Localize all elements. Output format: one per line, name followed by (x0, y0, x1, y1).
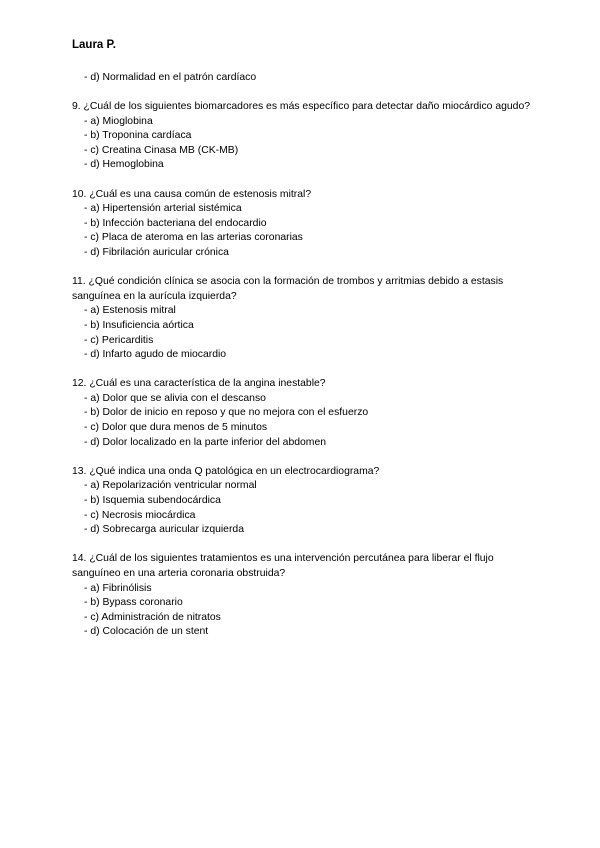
option-a: - a) Estenosis mitral (84, 305, 176, 317)
option-a: - a) Mioglobina (84, 115, 153, 127)
question-text: 10. ¿Cuál es una causa común de estenosis mitral? (72, 188, 312, 200)
option-d: - d) Colocación de un stent (84, 626, 209, 638)
option-d: - d) Infarto agudo de miocardio (84, 349, 227, 361)
option-a: - a) Dolor que se alivia con el descanso (84, 392, 266, 404)
question-12 (72, 377, 542, 450)
option-a: - a) Fibrinólisis (84, 582, 152, 594)
option-b: - b) Troponina cardíaca (84, 130, 192, 142)
option-d: - d) Dolor localizado en la parte inferior del abdomen (84, 436, 327, 448)
option-c: - c) Necrosis miocárdica (84, 509, 196, 521)
option-a: - a) Repolarización ventricular normal (84, 480, 257, 492)
option-b: - b) Insuficiencia aórtica (84, 319, 194, 331)
question-text: 14. ¿Cuál de los siguientes tratamientos es una intervención percutánea para liberar el flujo sanguíneo en una arteria coronaria obstruida? (72, 553, 494, 579)
option-c: - c) Dolor que dura menos de 5 minutos (84, 422, 268, 434)
continued-option: - d) Normalidad en el patrón cardíaco (84, 72, 257, 83)
question-11 (72, 275, 542, 363)
option-b: - b) Dolor de inicio en reposo y que no mejora con el esfuerzo (84, 407, 369, 419)
option-c: - c) Creatina Cinasa MB (CK-MB) (84, 144, 239, 156)
option-a: - a) Hipertensión arterial sistémica (84, 203, 242, 215)
question-13 (72, 465, 542, 538)
option-b: - b) Bypass coronario (84, 597, 183, 609)
question-text: 9. ¿Cuál de los siguientes biomarcadores es más específico para detectar daño miocárdico agudo? (72, 101, 531, 112)
question-9 (72, 100, 542, 173)
option-d: - d) Hemoglobina (84, 159, 164, 171)
option-c: - c) Administración de nitratos (84, 611, 221, 623)
question-14 (72, 552, 542, 640)
option-b: - b) Infección bacteriana del endocardio (84, 217, 267, 229)
option-b: - b) Isquemia subendocárdica (84, 495, 221, 507)
question-text: 11. ¿Qué condición clínica se asocia con la formación de trombos y arritmias debido a estasis sanguínea en la aurícula izquierda? (72, 276, 504, 302)
author-name: Laura P. (72, 39, 116, 51)
option-d: - d) Fibrilación auricular crónica (84, 246, 229, 258)
question-list (72, 100, 542, 655)
question-text: 13. ¿Qué indica una onda Q patológica en un electrocardiograma? (72, 465, 380, 477)
question-10 (72, 188, 542, 261)
option-c: - c) Placa de ateroma en las arterias coronarias (84, 232, 303, 244)
option-c: - c) Pericarditis (84, 334, 154, 346)
option-d: - d) Sobrecarga auricular izquierda (84, 524, 244, 536)
question-text: 12. ¿Cuál es una característica de la angina inestable? (72, 378, 326, 390)
